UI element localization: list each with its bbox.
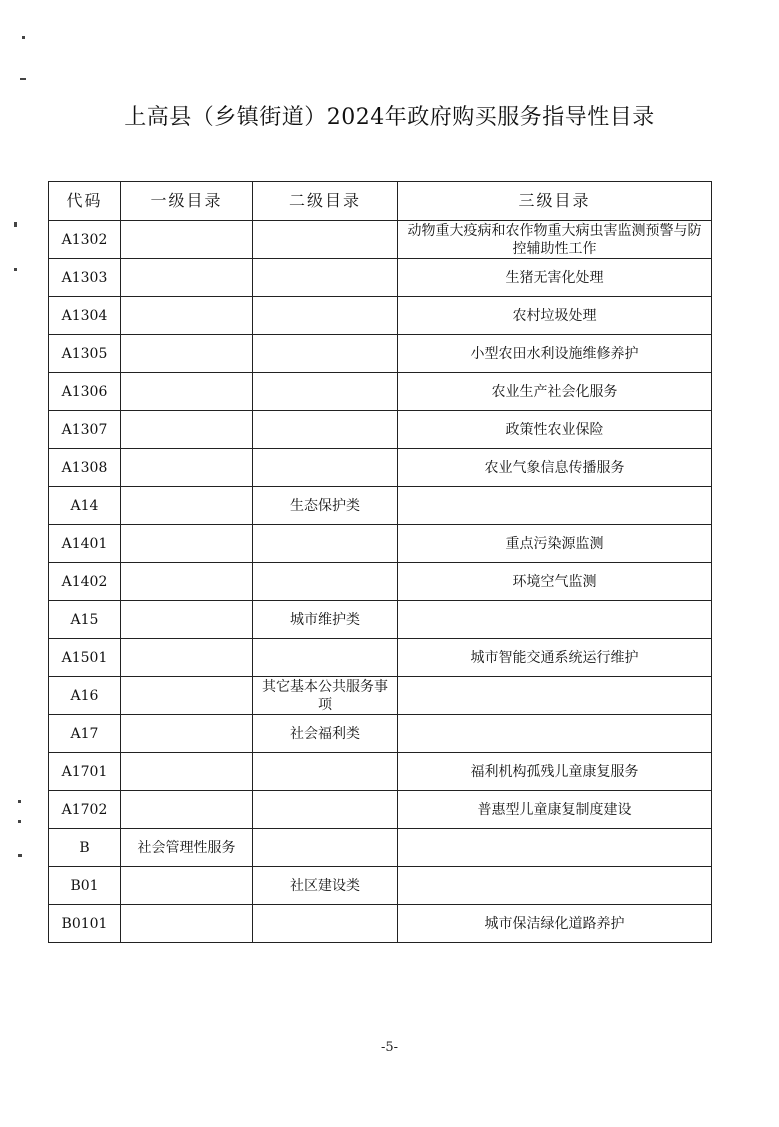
cell-level1 [121, 905, 253, 943]
cell-code: A1701 [49, 753, 121, 791]
cell-code: A1306 [49, 373, 121, 411]
cell-level1: 社会管理性服务 [121, 829, 253, 867]
cell-code: A17 [49, 715, 121, 753]
cell-level1 [121, 639, 253, 677]
cell-level2 [253, 259, 398, 297]
cell-level3: 农业气象信息传播服务 [398, 449, 712, 487]
cell-level1 [121, 601, 253, 639]
cell-code: A15 [49, 601, 121, 639]
cell-level2 [253, 525, 398, 563]
cell-level2: 其它基本公共服务事项 [253, 677, 398, 715]
cell-code: A14 [49, 487, 121, 525]
cell-level3 [398, 487, 712, 525]
cell-level2 [253, 373, 398, 411]
scan-mark [14, 222, 17, 227]
cell-level2 [253, 753, 398, 791]
cell-level3: 城市保洁绿化道路养护 [398, 905, 712, 943]
table-row [49, 715, 712, 753]
cell-level1 [121, 715, 253, 753]
cell-level1 [121, 411, 253, 449]
table-row [49, 525, 712, 563]
table-row [49, 677, 712, 715]
cell-level1 [121, 297, 253, 335]
cell-level3: 重点污染源监测 [398, 525, 712, 563]
cell-level3 [398, 715, 712, 753]
cell-code: A1401 [49, 525, 121, 563]
table-row [49, 601, 712, 639]
scan-mark [20, 78, 26, 80]
table-row [49, 373, 712, 411]
cell-level1 [121, 525, 253, 563]
cell-level2: 生态保护类 [253, 487, 398, 525]
cell-level3 [398, 601, 712, 639]
cell-level3: 农业生产社会化服务 [398, 373, 712, 411]
cell-level2 [253, 905, 398, 943]
cell-level3: 生猪无害化处理 [398, 259, 712, 297]
cell-level3: 小型农田水利设施维修养护 [398, 335, 712, 373]
table-row [49, 449, 712, 487]
cell-level2 [253, 411, 398, 449]
table-row [49, 753, 712, 791]
cell-level1 [121, 563, 253, 601]
cell-level3: 政策性农业保险 [398, 411, 712, 449]
cell-level3 [398, 677, 712, 715]
header-level2: 二级目录 [253, 182, 398, 221]
cell-code: A1304 [49, 297, 121, 335]
cell-code: A1302 [49, 221, 121, 259]
table-row [49, 259, 712, 297]
cell-code: B01 [49, 867, 121, 905]
cell-level2 [253, 563, 398, 601]
table-row [49, 639, 712, 677]
cell-level3: 福利机构孤残儿童康复服务 [398, 753, 712, 791]
cell-code: B [49, 829, 121, 867]
table-row [49, 487, 712, 525]
table-row [49, 791, 712, 829]
header-code: 代码 [49, 182, 121, 221]
scan-mark [22, 36, 25, 39]
cell-level2 [253, 297, 398, 335]
cell-level3: 普惠型儿童康复制度建设 [398, 791, 712, 829]
cell-level2: 城市维护类 [253, 601, 398, 639]
cell-level3: 动物重大疫病和农作物重大病虫害监测预警与防控辅助性工作 [398, 221, 712, 259]
table-row [49, 411, 712, 449]
cell-level2 [253, 791, 398, 829]
cell-level3 [398, 829, 712, 867]
cell-level1 [121, 753, 253, 791]
cell-code: A1305 [49, 335, 121, 373]
cell-level1 [121, 449, 253, 487]
table-row [49, 297, 712, 335]
cell-level1 [121, 867, 253, 905]
table-row [49, 335, 712, 373]
cell-code: A1402 [49, 563, 121, 601]
cell-code: A1303 [49, 259, 121, 297]
scan-mark [14, 268, 17, 271]
scan-mark [18, 800, 21, 803]
document-title: 上高县（乡镇街道）2024年政府购买服务指导性目录 [124, 105, 655, 130]
cell-level1 [121, 259, 253, 297]
cell-level1 [121, 487, 253, 525]
header-level3: 三级目录 [398, 182, 712, 221]
cell-level2 [253, 335, 398, 373]
table-row [49, 867, 712, 905]
header-level1: 一级目录 [121, 182, 253, 221]
cell-code: A1307 [49, 411, 121, 449]
cell-level2: 社区建设类 [253, 867, 398, 905]
table-row [49, 221, 712, 259]
scan-mark [18, 820, 21, 823]
cell-code: A1501 [49, 639, 121, 677]
table-row [49, 905, 712, 943]
cell-level3: 环境空气监测 [398, 563, 712, 601]
cell-level2 [253, 449, 398, 487]
cell-level2: 社会福利类 [253, 715, 398, 753]
cell-code: A16 [49, 677, 121, 715]
cell-level1 [121, 221, 253, 259]
catalog-table [48, 181, 712, 943]
cell-level3 [398, 867, 712, 905]
scan-mark [18, 854, 22, 857]
cell-level1 [121, 373, 253, 411]
cell-level3: 城市智能交通系统运行维护 [398, 639, 712, 677]
cell-level3: 农村垃圾处理 [398, 297, 712, 335]
cell-code: A1702 [49, 791, 121, 829]
cell-level2 [253, 829, 398, 867]
cell-level1 [121, 335, 253, 373]
cell-level2 [253, 221, 398, 259]
cell-code: A1308 [49, 449, 121, 487]
table-row [49, 829, 712, 867]
table-row [49, 563, 712, 601]
cell-code: B0101 [49, 905, 121, 943]
cell-level2 [253, 639, 398, 677]
page-number: -5- [380, 1040, 399, 1055]
cell-level1 [121, 677, 253, 715]
table-header-row [49, 182, 712, 221]
cell-level1 [121, 791, 253, 829]
